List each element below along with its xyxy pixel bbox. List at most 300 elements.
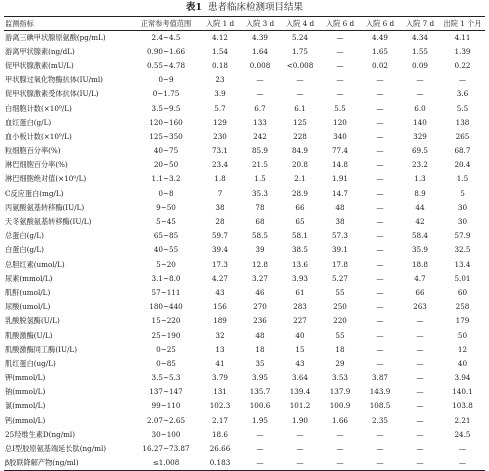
table-row bbox=[4, 456, 485, 470]
day6b-cell: — bbox=[376, 131, 384, 141]
day1-cell: 230 bbox=[213, 131, 227, 141]
indicator-cell: 白细胞计数(×10⁹/L) bbox=[5, 103, 72, 113]
day7-cell: — bbox=[416, 401, 424, 411]
indicator-cell: 总胆红素(umol/L) bbox=[5, 259, 65, 269]
day4-cell: 6.1 bbox=[294, 103, 306, 113]
day3-cell: 35 bbox=[255, 358, 265, 368]
header-admit-day7: 入院 7 d bbox=[400, 17, 440, 31]
reference-range-cell: 0.90~1.66 bbox=[146, 46, 186, 56]
day7-cell: 1.3 bbox=[414, 174, 426, 184]
header-admit-day4: 入院 4 d bbox=[280, 17, 320, 31]
day6a-cell: 14.8 bbox=[331, 160, 348, 170]
day1-cell: 73.1 bbox=[211, 146, 228, 156]
indicator-cell: 肌酸激酶(U/L) bbox=[5, 330, 53, 340]
discharge-cell: 0.22 bbox=[454, 60, 471, 70]
reference-range-cell: ≤1.008 bbox=[132, 456, 200, 470]
reference-range-cell: 3.5~9.5 bbox=[151, 103, 181, 113]
reference-range-cell: 16.27~73.87 bbox=[142, 444, 190, 454]
discharge-cell: 138 bbox=[455, 117, 470, 127]
table-title: 患者临床检测项目结果 bbox=[208, 2, 304, 13]
header-admit-day3: 入院 3 d bbox=[240, 17, 280, 31]
day3-cell: 1.5 bbox=[254, 174, 266, 184]
indicator-cell: 天冬氨酸氨基转移酶(IU/L) bbox=[5, 217, 92, 227]
day1-cell: 0.183 bbox=[200, 456, 240, 470]
discharge-cell: 5.01 bbox=[454, 273, 471, 283]
day6b-cell: 3.87 bbox=[371, 373, 388, 383]
header-admit-day1: 入院 1 d bbox=[200, 17, 240, 31]
day7-cell: 69.5 bbox=[411, 146, 428, 156]
header-discharge-1month: 出院 1 个月 bbox=[440, 17, 485, 31]
day6b-cell: 143.9 bbox=[369, 387, 391, 397]
day6a-cell: 55 bbox=[335, 287, 345, 297]
day1-cell: 13 bbox=[215, 344, 225, 354]
discharge-cell: 1.39 bbox=[454, 46, 471, 56]
day6b-cell: — bbox=[376, 89, 384, 99]
day3-cell: 68 bbox=[255, 217, 265, 227]
day7-cell: 35.9 bbox=[411, 245, 428, 255]
day6a-cell: — bbox=[336, 75, 344, 85]
day6b-cell: 0.02 bbox=[371, 60, 388, 70]
table-row bbox=[4, 87, 485, 101]
day7-cell: — bbox=[400, 456, 440, 470]
day7-cell: — bbox=[416, 75, 424, 85]
table-row bbox=[4, 229, 485, 243]
day1-cell: 3.79 bbox=[211, 373, 228, 383]
table-row bbox=[4, 73, 485, 87]
day7-cell: 329 bbox=[413, 131, 427, 141]
reference-range-cell: 65~85 bbox=[153, 231, 179, 241]
day4-cell: 283 bbox=[293, 302, 307, 312]
day3-cell: 18 bbox=[255, 344, 265, 354]
day6b-cell: — bbox=[376, 444, 384, 454]
day3-cell: — bbox=[256, 429, 264, 439]
table-row bbox=[4, 101, 485, 115]
table-row bbox=[4, 314, 485, 328]
day6b-cell: 108.5 bbox=[369, 401, 391, 411]
table-caption bbox=[0, 0, 489, 16]
day1-cell: 32 bbox=[215, 330, 225, 340]
discharge-cell: 1.5 bbox=[456, 174, 469, 184]
day4-cell: 40 bbox=[295, 330, 305, 340]
day6a-cell: 1.91 bbox=[331, 174, 348, 184]
indicator-cell: 促甲状腺激素受体抗体(IU/L) bbox=[5, 89, 99, 99]
day6b-cell: — bbox=[376, 188, 384, 198]
table-row bbox=[4, 172, 485, 186]
day7-cell: 263 bbox=[413, 302, 427, 312]
table-row bbox=[4, 116, 485, 130]
day1-cell: 18.6 bbox=[211, 429, 228, 439]
reference-range-cell: 0~85 bbox=[156, 358, 176, 368]
day1-cell: 3.9 bbox=[214, 89, 226, 99]
day4-cell: 38.5 bbox=[291, 245, 308, 255]
day6b-cell: — bbox=[376, 75, 384, 85]
reference-range-cell: 40~75 bbox=[153, 146, 179, 156]
discharge-cell: 265 bbox=[455, 131, 470, 141]
indicator-cell: 肌酸激酶同工酶(IU/L) bbox=[5, 344, 78, 354]
day4-cell: 227 bbox=[293, 316, 307, 326]
day1-cell: 131 bbox=[213, 387, 227, 397]
day6b-cell: — bbox=[376, 160, 384, 170]
day6a-cell: 250 bbox=[333, 302, 347, 312]
day7-cell: — bbox=[416, 344, 424, 354]
reference-range-cell: 30~100 bbox=[151, 429, 181, 439]
day4-cell: — bbox=[296, 75, 304, 85]
day6a-cell: 17.8 bbox=[331, 259, 348, 269]
day3-cell: 6.7 bbox=[254, 103, 266, 113]
table-row bbox=[4, 414, 485, 428]
day1-cell: 129 bbox=[213, 117, 227, 127]
table-row bbox=[4, 144, 485, 158]
day7-cell: 4.34 bbox=[411, 32, 428, 42]
indicator-cell: 氯(mmol/L) bbox=[5, 401, 46, 411]
day7-cell: — bbox=[416, 444, 424, 454]
indicator-cell: 促甲状腺激素(mU/L) bbox=[5, 60, 74, 70]
day4-cell: 15 bbox=[295, 344, 305, 354]
day7-cell: — bbox=[416, 387, 424, 397]
reference-range-cell: 3.5~5.3 bbox=[151, 373, 181, 383]
day1-cell: 26.66 bbox=[209, 444, 231, 454]
indicator-cell: 淋巴细胞绝对值(×10⁹/L) bbox=[5, 174, 87, 184]
day6b-cell: — bbox=[376, 202, 384, 212]
day6b-cell: — bbox=[376, 429, 384, 439]
day6a-cell: — bbox=[336, 46, 344, 56]
reference-range-cell: 40~55 bbox=[153, 245, 179, 255]
day7-cell: 1.55 bbox=[411, 46, 428, 56]
discharge-cell: — bbox=[458, 75, 467, 85]
day1-cell: 41 bbox=[215, 358, 225, 368]
day6b-cell: 2.35 bbox=[371, 415, 388, 425]
indicator-cell: C反应蛋白(mg/L) bbox=[5, 188, 64, 198]
day6a-cell: 77.4 bbox=[331, 146, 348, 156]
indicator-cell: 甲状腺过氧化物酶抗体(IU/ml) bbox=[5, 75, 103, 85]
table-row bbox=[4, 31, 485, 45]
day4-cell: 2.1 bbox=[294, 174, 306, 184]
reference-range-cell: 1.1~3.2 bbox=[151, 174, 181, 184]
discharge-cell: 30 bbox=[457, 202, 468, 212]
day3-cell: 48 bbox=[255, 330, 265, 340]
table-row bbox=[4, 272, 485, 286]
day7-cell: 8.9 bbox=[414, 188, 426, 198]
day1-cell: 17.3 bbox=[211, 259, 228, 269]
day6b-cell: — bbox=[376, 302, 384, 312]
day1-cell: 156 bbox=[213, 302, 227, 312]
day3-cell: 0.008 bbox=[249, 60, 271, 70]
day6a-cell: — bbox=[320, 456, 360, 470]
day6a-cell: 57.3 bbox=[331, 231, 348, 241]
day4-cell: — bbox=[280, 456, 320, 470]
day7-cell: — bbox=[416, 358, 424, 368]
day6a-cell: 38 bbox=[335, 217, 345, 227]
day3-cell: 35.3 bbox=[251, 188, 268, 198]
indicator-cell: 总蛋白(g/L) bbox=[5, 231, 44, 241]
reference-range-cell: 5~45 bbox=[156, 217, 176, 227]
indicator-cell: 血小板计数(×10⁹/L) bbox=[5, 131, 72, 141]
table-row bbox=[4, 286, 485, 300]
day6b-cell: — bbox=[376, 273, 384, 283]
day6b-cell: — bbox=[376, 316, 384, 326]
day4-cell: 20.8 bbox=[291, 160, 308, 170]
table-body bbox=[4, 31, 485, 471]
day4-cell: 13.6 bbox=[291, 259, 308, 269]
day4-cell: 28.9 bbox=[291, 188, 308, 198]
day6a-cell: 137.9 bbox=[329, 387, 351, 397]
day4-cell: 58.1 bbox=[291, 231, 308, 241]
results-table bbox=[4, 16, 485, 471]
reference-range-cell: 120~160 bbox=[149, 117, 183, 127]
day7-cell: 140 bbox=[413, 117, 427, 127]
discharge-cell: 30 bbox=[457, 217, 468, 227]
table-row bbox=[4, 442, 485, 456]
discharge-cell: 20.4 bbox=[454, 160, 471, 170]
day4-cell: 61 bbox=[295, 287, 305, 297]
day3-cell: — bbox=[256, 444, 264, 454]
discharge-cell: 32.5 bbox=[454, 245, 471, 255]
day6b-cell: — bbox=[376, 146, 384, 156]
day3-cell: 135.7 bbox=[249, 387, 271, 397]
reference-range-cell: 15~220 bbox=[151, 316, 181, 326]
discharge-cell: 5 bbox=[460, 188, 465, 198]
day3-cell: 46 bbox=[255, 287, 265, 297]
indicator-cell: 淋巴细胞百分率(%) bbox=[5, 160, 68, 170]
day7-cell: — bbox=[416, 89, 424, 99]
day3-cell: 3.95 bbox=[251, 373, 268, 383]
indicator-cell: β胶联降解产物(ng/ml) bbox=[4, 456, 132, 470]
indicator-cell: 肌红蛋白(ug/L) bbox=[5, 358, 56, 368]
indicator-cell: 丙氨酸氨基转移酶(IU/L) bbox=[5, 202, 85, 212]
day6b-cell: — bbox=[376, 344, 384, 354]
reference-range-cell: 0.55~4.78 bbox=[146, 60, 186, 70]
day3-cell: — bbox=[240, 456, 280, 470]
reference-range-cell: 99~110 bbox=[151, 401, 181, 411]
discharge-cell: 57.9 bbox=[454, 231, 471, 241]
indicator-cell: 25羟维生素D(ng/ml) bbox=[5, 429, 76, 439]
day3-cell: 270 bbox=[253, 302, 267, 312]
indicator-cell: 钠(mmol/L) bbox=[5, 387, 46, 397]
day7-cell: — bbox=[416, 429, 424, 439]
day4-cell: <0.008 bbox=[286, 60, 314, 70]
day7-cell: 66 bbox=[415, 287, 425, 297]
day7-cell: — bbox=[416, 373, 424, 383]
day3-cell: 58.5 bbox=[251, 231, 268, 241]
day6a-cell: 1.66 bbox=[331, 415, 348, 425]
header-row bbox=[4, 17, 485, 31]
day6a-cell: 29 bbox=[335, 358, 345, 368]
day3-cell: 39 bbox=[255, 245, 265, 255]
day3-cell: — bbox=[256, 89, 264, 99]
reference-range-cell: 9~50 bbox=[156, 202, 176, 212]
discharge-cell: 13.4 bbox=[454, 259, 471, 269]
table-row bbox=[4, 187, 485, 201]
day3-cell: 12.8 bbox=[251, 259, 268, 269]
day3-cell: 236 bbox=[253, 316, 267, 326]
day6b-cell: — bbox=[376, 287, 384, 297]
reference-range-cell: 0~1.75 bbox=[152, 89, 180, 99]
day4-cell: — bbox=[296, 429, 304, 439]
reference-range-cell: 3.1~8.0 bbox=[151, 273, 181, 283]
day7-cell: — bbox=[416, 415, 424, 425]
indicator-cell: 白蛋白(g/L) bbox=[5, 245, 44, 255]
day7-cell: 23.2 bbox=[411, 160, 428, 170]
day3-cell: 4.39 bbox=[251, 32, 268, 42]
table-row bbox=[4, 130, 485, 144]
day1-cell: 38 bbox=[215, 202, 225, 212]
day6a-cell: 14.7 bbox=[331, 188, 348, 198]
discharge-cell: 2.21 bbox=[454, 415, 471, 425]
day6b-cell: 4.49 bbox=[371, 32, 388, 42]
day4-cell: 84.9 bbox=[291, 146, 308, 156]
discharge-cell: — bbox=[458, 444, 467, 454]
reference-range-cell: 125~350 bbox=[149, 131, 183, 141]
table-number: 表1 bbox=[185, 2, 203, 13]
day3-cell: 1.64 bbox=[251, 46, 268, 56]
discharge-cell: 179 bbox=[455, 316, 470, 326]
table-row bbox=[4, 45, 485, 59]
table-row bbox=[4, 371, 485, 385]
day6b-cell: — bbox=[376, 358, 384, 368]
reference-range-cell: 0~25 bbox=[156, 344, 176, 354]
discharge-cell: 103.8 bbox=[452, 401, 473, 411]
day4-cell: 66 bbox=[295, 202, 305, 212]
reference-range-cell: 25~190 bbox=[151, 330, 181, 340]
day1-cell: 4.27 bbox=[211, 273, 228, 283]
indicator-cell: 钾(mmol/L) bbox=[5, 373, 46, 383]
table-row bbox=[4, 243, 485, 257]
table-header bbox=[4, 17, 485, 31]
discharge-cell: 3.94 bbox=[454, 373, 471, 383]
discharge-cell: — bbox=[440, 456, 485, 470]
indicator-cell: 钙(mmol/L) bbox=[5, 415, 46, 425]
indicator-cell: 肌酐(umol/L) bbox=[5, 287, 51, 297]
day6b-cell: — bbox=[376, 174, 384, 184]
reference-range-cell: 5~20 bbox=[156, 259, 176, 269]
day1-cell: 189 bbox=[213, 316, 227, 326]
day7-cell: 0.09 bbox=[411, 60, 428, 70]
day1-cell: 0.18 bbox=[211, 60, 228, 70]
day3-cell: 1.95 bbox=[251, 415, 268, 425]
day1-cell: 23.4 bbox=[211, 160, 228, 170]
day6a-cell: 55 bbox=[335, 330, 345, 340]
day7-cell: — bbox=[416, 330, 424, 340]
day6b-cell: — bbox=[376, 245, 384, 255]
day6b-cell: — bbox=[376, 217, 384, 227]
day4-cell: 3.93 bbox=[291, 273, 308, 283]
reference-range-cell: 137~147 bbox=[149, 387, 183, 397]
day1-cell: 43 bbox=[215, 287, 225, 297]
day3-cell: 21.5 bbox=[251, 160, 268, 170]
discharge-cell: 258 bbox=[455, 302, 470, 312]
day7-cell: 42 bbox=[415, 217, 425, 227]
day6a-cell: 120 bbox=[333, 117, 347, 127]
table-row bbox=[4, 215, 485, 229]
day7-cell: 58.4 bbox=[411, 231, 428, 241]
discharge-cell: 68.7 bbox=[454, 146, 471, 156]
indicator-cell: 乳酸脱氢酶(U/L) bbox=[5, 316, 60, 326]
day4-cell: — bbox=[296, 89, 304, 99]
day7-cell: 18.8 bbox=[411, 259, 428, 269]
day6a-cell: 3.53 bbox=[331, 373, 348, 383]
header-admit-day6a: 入院 6 d bbox=[320, 17, 360, 31]
day1-cell: 1.54 bbox=[211, 46, 228, 56]
day7-cell: 6.0 bbox=[414, 103, 426, 113]
day3-cell: 100.6 bbox=[249, 401, 271, 411]
table-row bbox=[4, 343, 485, 357]
indicator-cell: 粒细胞百分率(%) bbox=[5, 146, 61, 156]
day3-cell: 78 bbox=[255, 202, 265, 212]
day6a-cell: — bbox=[336, 89, 344, 99]
day6b-cell: — bbox=[376, 259, 384, 269]
day6a-cell: 39.1 bbox=[331, 245, 348, 255]
day3-cell: 133 bbox=[253, 117, 267, 127]
day3-cell: 242 bbox=[253, 131, 267, 141]
table-row bbox=[4, 158, 485, 172]
day6b-cell: — bbox=[376, 117, 384, 127]
discharge-cell: 24.5 bbox=[454, 429, 471, 439]
table-row bbox=[4, 201, 485, 215]
day1-cell: 7 bbox=[217, 188, 223, 198]
day4-cell: 5.24 bbox=[291, 32, 308, 42]
day6a-cell: — bbox=[336, 60, 344, 70]
table-row bbox=[4, 328, 485, 342]
day4-cell: 1.90 bbox=[291, 415, 308, 425]
day4-cell: 43 bbox=[295, 358, 305, 368]
discharge-cell: 4.11 bbox=[454, 32, 471, 42]
indicator-cell: 尿酸(umol/L) bbox=[5, 302, 51, 312]
discharge-cell: 5.5 bbox=[456, 103, 469, 113]
header-reference-range: 正常参考值范围 bbox=[132, 17, 200, 31]
day6a-cell: 5.5 bbox=[334, 103, 346, 113]
day4-cell: 65 bbox=[295, 217, 305, 227]
reference-range-cell: 2.4~4.5 bbox=[151, 32, 181, 42]
discharge-cell: 12 bbox=[457, 344, 468, 354]
day1-cell: 102.3 bbox=[209, 401, 231, 411]
reference-range-cell: 57~111 bbox=[151, 287, 181, 297]
table-row bbox=[4, 399, 485, 413]
indicator-cell: 游离三碘甲状腺原氨酸(pg/mL) bbox=[5, 32, 106, 42]
day6a-cell: 100.9 bbox=[329, 401, 351, 411]
day6a-cell: 18 bbox=[335, 344, 345, 354]
discharge-cell: 60 bbox=[457, 287, 468, 297]
discharge-cell: 3.6 bbox=[456, 89, 469, 99]
day1-cell: 1.8 bbox=[214, 174, 226, 184]
day1-cell: 28 bbox=[215, 217, 225, 227]
table-row bbox=[4, 258, 485, 272]
day6a-cell: — bbox=[336, 429, 344, 439]
table-row bbox=[4, 385, 485, 399]
day4-cell: 3.64 bbox=[291, 373, 308, 383]
day6a-cell: 340 bbox=[333, 131, 347, 141]
day6a-cell: 48 bbox=[335, 202, 345, 212]
day1-cell: 23 bbox=[215, 75, 225, 85]
day3-cell: 85.9 bbox=[251, 146, 268, 156]
table-row bbox=[4, 357, 485, 371]
day1-cell: 59.7 bbox=[211, 231, 228, 241]
reference-range-cell: 0~8 bbox=[158, 188, 174, 198]
day7-cell: 4.7 bbox=[414, 273, 426, 283]
table-row bbox=[4, 59, 485, 73]
day7-cell: 44 bbox=[415, 202, 425, 212]
day6a-cell: 5.27 bbox=[331, 273, 348, 283]
day4-cell: 1.75 bbox=[291, 46, 308, 56]
day7-cell: — bbox=[416, 316, 424, 326]
day1-cell: 2.17 bbox=[211, 415, 228, 425]
day1-cell: 39.4 bbox=[211, 245, 228, 255]
day6a-cell: — bbox=[336, 32, 344, 42]
day6b-cell: 1.65 bbox=[371, 46, 388, 56]
day3-cell: 3.27 bbox=[251, 273, 268, 283]
day4-cell: 125 bbox=[293, 117, 307, 127]
reference-range-cell: 180~440 bbox=[149, 302, 183, 312]
discharge-cell: 40 bbox=[457, 358, 468, 368]
